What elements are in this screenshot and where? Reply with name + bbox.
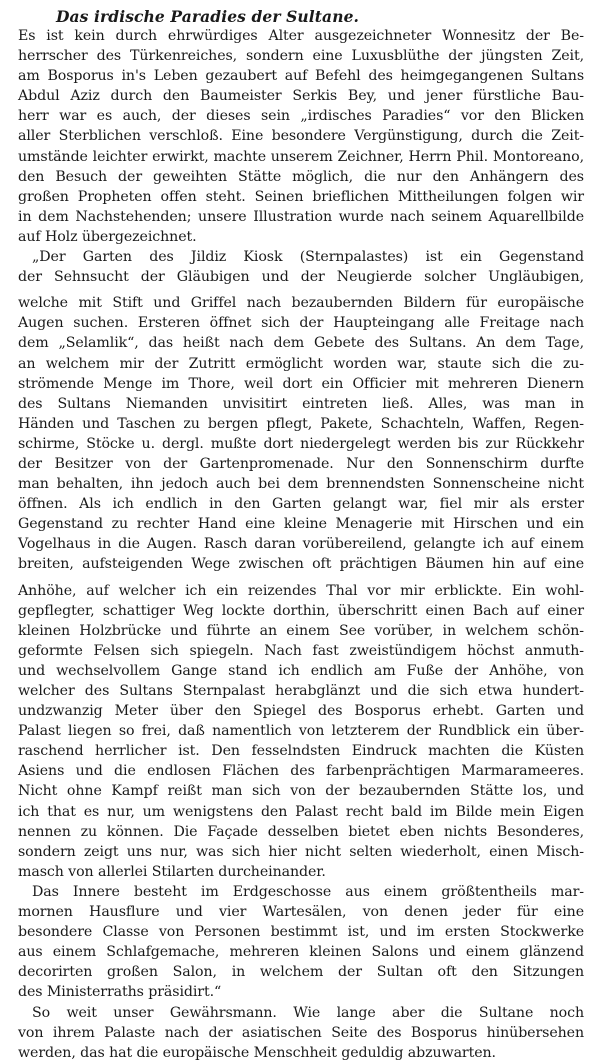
text-line: am Bosporus in's Leben gezaubert auf Befehl des heimgegangenen Sultans — [18, 68, 584, 85]
text-line: besondere Classe von Personen bestimmt ist, und im ersten Stockwerke — [18, 924, 584, 941]
text-line: umstände leichter erwirkt, machte unserem Zeichner, Herrn Phil. Montoreano, — [18, 148, 584, 165]
article-page — [18, 7, 584, 1061]
text-line: Nicht ohne Kampf reißt man sich von der bezaubernden Stätte los, und — [18, 783, 584, 800]
text-line: großen Propheten offen steht. Seinen brieflichen Mittheilungen folgen wir — [18, 188, 584, 205]
paragraph-3 — [18, 882, 584, 1003]
text-line: Abdul Aziz durch den Baumeister Serkis Bey, und jener fürstliche Bau- — [18, 88, 584, 105]
text-line: masch von allerlei Stilarten durcheinander. — [18, 863, 326, 880]
text-line: dem „Selamlik“, das heißt nach dem Gebete des Sultans. An dem Tage, — [18, 335, 584, 352]
text-line: strömende Menge im Thore, weil dort ein Officier mit mehreren Dienern — [18, 375, 584, 392]
text-line: werden, das hat die europäische Menschheit geduldig abzuwarten. — [18, 1044, 496, 1061]
text-line: Gegenstand zu rechter Hand eine kleine Menagerie mit Hirschen und ein — [18, 516, 584, 533]
text-line: Asiens und die endlosen Flächen des farbenprächtigen Marmarameeres. — [18, 763, 584, 780]
text-line: mornen Hausflure und vier Wartesälen, von denen jeder für eine — [18, 904, 584, 921]
text-line: kleinen Holzbrücke und führte an einem See vorüber, in welchem schön- — [18, 622, 584, 639]
text-line: Das Innere besteht im Erdgeschosse aus einem größtentheils mar- — [32, 883, 584, 900]
text-line: herr war es auch, der dieses sein „irdisches Paradies“ vor den Blicken — [18, 108, 584, 125]
text-line: herrscher des Türkenreiches, sondern eine Luxusblüthe der jüngsten Zeit, — [18, 48, 584, 65]
text-line: des Sultans Niemanden unvisitirt eintreten ließ. Alles, was man in — [18, 395, 584, 412]
text-line: welche mit Stift und Griffel nach bezaubernden Bildern für europäische — [18, 295, 584, 312]
text-line: sondern zeigt uns nur, was sich hier nicht selten wiederholt, einen Misch- — [18, 843, 584, 860]
text-line: von ihrem Palaste nach der asiatischen Seite des Bosporus hinübersehen — [18, 1024, 584, 1041]
text-line: öffnen. Als ich endlich in den Garten gelangt war, fiel mir als erster — [18, 496, 584, 513]
text-line: auf Holz übergezeichnet. — [18, 228, 197, 245]
text-line: Vogelhaus in die Augen. Rasch daran vorübereilend, gelangte ich auf einem — [18, 536, 584, 553]
text-line: ich that es nur, um wenigstens den Palast recht bald im Bilde mein Eigen — [18, 803, 584, 820]
text-line: nennen zu können. Die Façade desselben bietet eben nichts Besonderes, — [18, 823, 584, 840]
text-line: in dem Nachstehenden; unsere Illustration wurde nach seinem Aquarellbilde — [18, 208, 584, 225]
paragraph-4 — [18, 1003, 584, 1063]
text-line: Palast liegen so frei, daß namentlich von letzterem der Rundblick ein über- — [18, 723, 584, 740]
text-line: des Ministerraths präsidirt.“ — [18, 984, 222, 1001]
paragraph-2 — [18, 247, 584, 882]
text-line: „Der Garten des Jildiz Kiosk (Sternpalastes) ist ein Gegenstand — [32, 249, 584, 266]
text-line: der Besitzer von der Gartenpromenade. Nur den Sonnenschirm durfte — [18, 455, 584, 472]
text-line: undzwanzig Meter über den Spiegel des Bosporus erhebt. Garten und — [18, 703, 584, 720]
text-line: gepflegter, schattiger Weg lockte dorthin, überschritt einen Bach auf einer — [18, 602, 584, 619]
text-line: decorirten großen Salon, in welchem der Sultan oft den Sitzungen — [18, 964, 584, 981]
text-line: Händen und Taschen zu bergen pflegt, Pakete, Schachteln, Waffen, Regen- — [18, 415, 584, 432]
text-line: Augen suchen. Ersteren öffnet sich der Haupteingang alle Freitage nach — [18, 315, 584, 332]
text-line: breiten, aufsteigenden Wege zwischen oft prächtigen Bäumen hin auf eine — [18, 556, 584, 573]
article-title: Das irdische Paradies der Sultane. — [56, 7, 360, 26]
text-line: geformte Felsen sich spiegeln. Nach fast zweistündigem höchst anmuth- — [18, 642, 584, 659]
text-line: aller Sterblichen verschloß. Eine besondere Vergünstigung, durch die Zeit- — [18, 128, 584, 145]
text-line: Es ist kein durch ehrwürdiges Alter ausgezeichneter Wonnesitz der Be- — [18, 28, 584, 44]
text-line: welcher des Sultans Sternpalast herabglänzt und die sich etwa hundert- — [18, 683, 584, 699]
text-line: der Sehnsucht der Gläubigen und der Neugierde solcher Ungläubigen, — [18, 269, 584, 286]
text-line: Anhöhe, auf welcher ich ein reizendes Thal vor mir erblickte. Ein wohl- — [18, 582, 584, 599]
text-line: raschend herrlicher ist. Den fesselndsten Eindruck machten die Küsten — [18, 743, 584, 760]
text-line: aus einem Schlafgemache, mehreren kleinen Salons und einem glänzend — [18, 944, 584, 961]
paragraph-1 — [18, 26, 584, 247]
text-line: an welchem mir der Zutritt ermöglicht worden war, staute sich die zu- — [18, 355, 584, 372]
text-line: man behalten, ihn jedoch auch bei dem brennendsten Sonnenscheine nicht — [18, 476, 584, 493]
text-line: den Besuch der geweihten Stätte möglich, die nur den Anhängern des — [18, 168, 584, 185]
text-line: und wechselvollem Gange stand ich endlich am Fuße der Anhöhe, von — [18, 662, 584, 679]
text-line: So weit unser Gewährsmann. Wie lange aber die Sultane noch — [32, 1004, 584, 1021]
text-line: schirme, Stöcke u. dergl. mußte dort niedergelegt werden bis zur Rückkehr — [18, 435, 584, 452]
